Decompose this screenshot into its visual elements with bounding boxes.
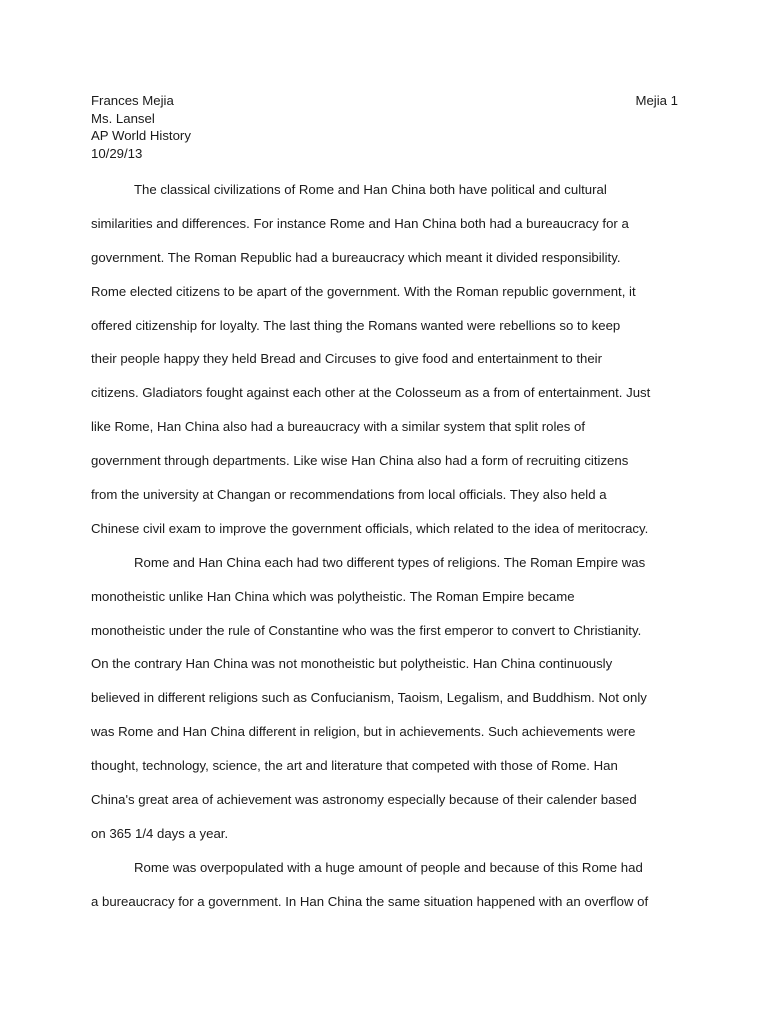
body-line: Rome was overpopulated with a huge amount of people and because of this Rome had bbox=[134, 859, 643, 875]
essay-heading bbox=[91, 92, 678, 162]
body-line: was Rome and Han China different in religion, but in achievements. Such achievements were bbox=[91, 724, 636, 740]
body-line: China's great area of achievement was astronomy especially because of their calender based bbox=[91, 792, 637, 808]
body-line: like Rome, Han China also had a bureaucracy with a similar system that split roles of bbox=[91, 419, 586, 435]
author-name: Frances Mejia bbox=[91, 93, 174, 108]
body-line: their people happy they held Bread and Circuses to give food and entertainment to their bbox=[91, 351, 602, 367]
body-line: The classical civilizations of Rome and Han China both have political and cultural bbox=[134, 182, 607, 197]
body-line: from the university at Changan or recommendations from local officials. They also held a bbox=[91, 487, 607, 503]
body-line: believed in different religions such as Confucianism, Taoism, Legalism, and Buddhism. Not only bbox=[91, 690, 647, 706]
course-name: AP World History bbox=[91, 128, 191, 143]
body-line: similarities and differences. For instance Rome and Han China both had a bureaucracy for a bbox=[91, 215, 629, 231]
page-number: Mejia 1 bbox=[635, 93, 678, 108]
body-line: monotheistic unlike Han China which was polytheistic. The Roman Empire became bbox=[91, 588, 575, 604]
teacher-name: Ms. Lansel bbox=[91, 110, 155, 126]
body-line: offered citizenship for loyalty. The last thing the Romans wanted were rebellions so to keep bbox=[91, 317, 621, 333]
body-line: citizens. Gladiators fought against each other at the Colosseum as a from of entertainment. Just bbox=[91, 385, 651, 401]
body-line: Rome elected citizens to be apart of the government. With the Roman republic government, it bbox=[91, 283, 636, 299]
body-line: monotheistic under the rule of Constantine who was the first emperor to convert to Christianity. bbox=[91, 622, 642, 638]
body-line: Rome and Han China each had two different types of religions. The Roman Empire was bbox=[134, 554, 646, 570]
body-line: On the contrary Han China was not monotheistic but polytheistic. Han China continuously bbox=[91, 656, 613, 672]
essay-body bbox=[91, 173, 691, 919]
body-line: government through departments. Like wise Han China also had a form of recruiting citizens bbox=[91, 453, 629, 469]
body-line: Chinese civil exam to improve the government officials, which related to the idea of meritocracy. bbox=[91, 520, 649, 536]
body-line: government. The Roman Republic had a bureaucracy which meant it divided responsibility. bbox=[91, 249, 621, 265]
body-line: thought, technology, science, the art and literature that competed with those of Rome. Han bbox=[91, 758, 618, 774]
essay-date: 10/29/13 bbox=[91, 145, 143, 161]
body-line: a bureaucracy for a government. In Han China the same situation happened with an overflow of bbox=[91, 893, 649, 909]
body-line: on 365 1/4 days a year. bbox=[91, 825, 229, 841]
